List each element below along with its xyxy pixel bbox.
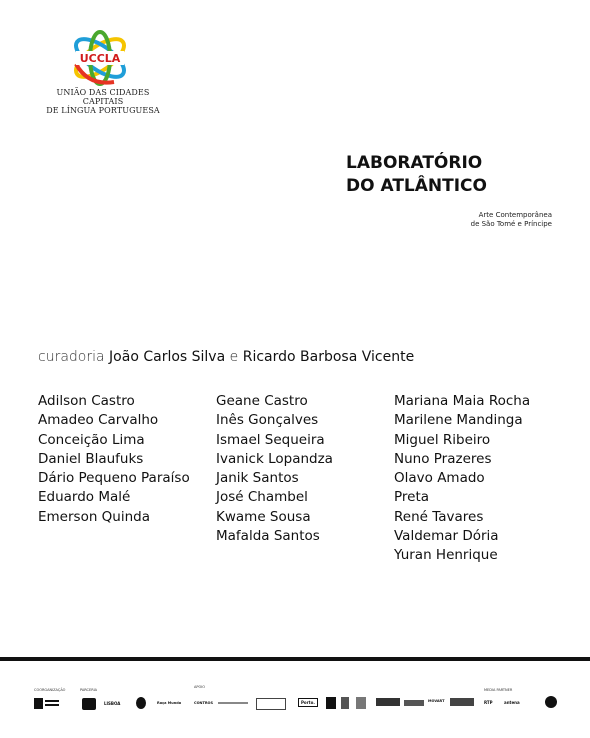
artists-column-2 [216, 392, 333, 546]
sponsor-logo-icon [45, 704, 59, 706]
sponsor-logo-icon [545, 696, 557, 708]
artist-name: René Tavares [394, 508, 484, 525]
artist-name: Mafalda Santos [216, 528, 320, 545]
artist-name: Valdemar Dória [394, 528, 499, 545]
artist-name: Adilson Castro [38, 393, 135, 409]
sponsors-strip [0, 682, 590, 722]
exhibition-title [346, 152, 487, 198]
label-partnership: PARCERIA [80, 688, 98, 692]
sponsor-logo-icon [326, 697, 336, 709]
artists-column-1 [38, 392, 190, 527]
artist-name: Amadeo Carvalho [38, 412, 159, 429]
artist-name: Yuran Henrique [394, 547, 498, 564]
label-coorganization: COORGANIZAÇÃO [34, 688, 66, 692]
sponsor-lisboa: LISBOA [104, 701, 121, 706]
logo-name-line2: DE LÍNGUA PORTUGUESA [46, 106, 160, 115]
artists-column-3 [394, 392, 530, 566]
subtitle-line2: de São Tomé e Príncipe [470, 220, 552, 228]
artist-name: Miguel Ribeiro [394, 431, 491, 448]
exhibition-subtitle [471, 211, 552, 229]
artist-name: Ivanick Lopandza [216, 450, 333, 467]
artist-name: Marilene Mandinga [394, 412, 523, 429]
sponsor-logo-icon [356, 697, 366, 709]
artist-name: José Chambel [216, 489, 308, 506]
sponsor-contros: CONTROS [194, 701, 214, 705]
artist-name: Nuno Prazeres [394, 450, 492, 467]
artist-name: Kwame Sousa [216, 508, 311, 525]
artist-name: Dário Pequeno Paraíso [38, 470, 190, 487]
sponsor-logo-icon [45, 700, 59, 702]
artist-name: Conceição Lima [38, 431, 145, 448]
logo-name [38, 88, 168, 115]
artist-name: Eduardo Malé [38, 489, 131, 506]
sponsor-logo-icon [376, 698, 400, 706]
sponsor-logo-icon [450, 698, 474, 706]
sponsor-logo-icon [136, 697, 146, 709]
artist-name: Inês Gonçalves [216, 412, 319, 429]
sponsor-roca-mundo: Roça Mundo [157, 701, 182, 705]
logo-name-line1: UNIÃO DAS CIDADES CAPITAIS [56, 88, 150, 106]
title-line2: DO ATLÂNTICO [346, 176, 487, 196]
logo-mark-text: UCCLA [79, 52, 121, 65]
curator-1: João Carlos Silva [109, 349, 226, 365]
label-support: APOIO [194, 685, 206, 689]
curator-2: Ricardo Barbosa Vicente [242, 349, 415, 365]
artist-name: Geane Castro [216, 393, 308, 409]
subtitle-line1: Arte Contemporânea [478, 211, 552, 219]
sponsor-logo-icon [82, 698, 96, 710]
sponsor-rtp: RTP [484, 700, 493, 705]
curators-line [38, 349, 414, 365]
artist-name: Daniel Blaufuks [38, 450, 144, 467]
sponsor-logo-icon [256, 698, 286, 710]
uccla-emblem-icon [68, 28, 132, 88]
curators-conjunction: e [229, 349, 239, 365]
sponsor-logo-icon [341, 697, 349, 709]
sponsor-movart: MOVART [428, 699, 445, 703]
artist-name: Mariana Maia Rocha [394, 393, 531, 409]
artist-name: Emerson Quinda [38, 508, 151, 525]
title-line1: LABORATÓRIO [346, 153, 483, 173]
sponsor-logo-icon [218, 702, 248, 704]
sponsor-antena: antena [504, 700, 520, 705]
divider-rule [0, 657, 590, 661]
curators-label: curadoria [38, 349, 105, 365]
label-media-partner: MEDIA PARTNER [484, 688, 513, 692]
artist-name: Janik Santos [216, 470, 299, 487]
sponsor-porto: Porto. [298, 698, 318, 707]
sponsor-logo-icon [404, 700, 424, 706]
artist-name: Olavo Amado [394, 470, 485, 487]
artist-name: Ismael Sequeira [216, 431, 325, 448]
artist-name: Preta [394, 489, 430, 506]
sponsor-logo-icon [34, 698, 43, 709]
